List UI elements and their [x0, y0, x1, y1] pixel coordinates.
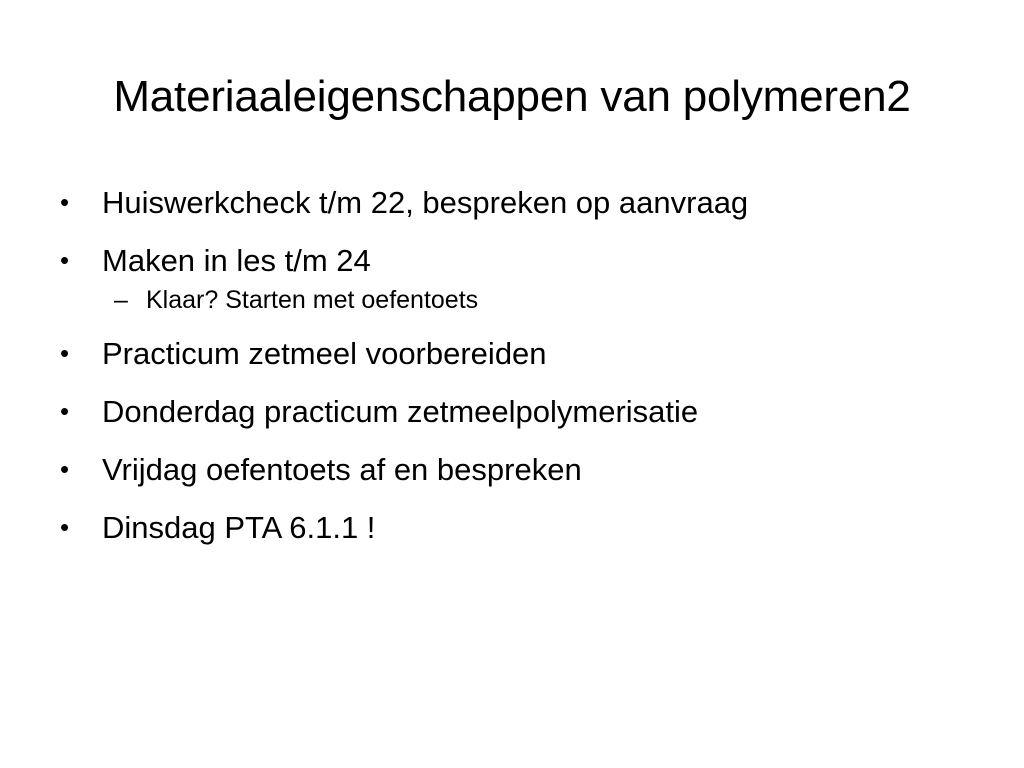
bullet-dot-icon: •: [60, 338, 70, 368]
bullet-item: [60, 450, 960, 489]
bullet-dot-icon: •: [60, 245, 70, 275]
bullet-text: Practicum zetmeel voorbereiden: [102, 336, 547, 371]
bullet-dot-icon: •: [60, 512, 70, 542]
sub-bullet-item: [60, 284, 960, 316]
bullet-text: Donderdag practicum zetmeelpolymerisatie: [102, 394, 699, 429]
bullet-dot-icon: •: [60, 187, 70, 217]
bullet-item: [60, 183, 960, 222]
dash-icon: –: [114, 286, 128, 314]
bullet-item: [60, 508, 960, 547]
bullet-text: Maken in les t/m 24: [102, 243, 371, 278]
sub-bullet-text: Klaar? Starten met oefentoets: [146, 286, 479, 314]
bullet-list: [60, 183, 960, 566]
bullet-text: Dinsdag PTA 6.1.1 !: [102, 510, 376, 545]
bullet-item: [60, 241, 960, 280]
bullet-item: [60, 392, 960, 431]
bullet-dot-icon: •: [60, 454, 70, 484]
bullet-item: [60, 334, 960, 373]
bullet-text: Vrijdag oefentoets af en bespreken: [102, 452, 582, 487]
slide-title: Materiaaleigenschappen van polymeren2: [113, 72, 911, 121]
bullet-dot-icon: •: [60, 396, 70, 426]
bullet-text: Huiswerkcheck t/m 22, bespreken op aanvraag: [102, 185, 749, 220]
